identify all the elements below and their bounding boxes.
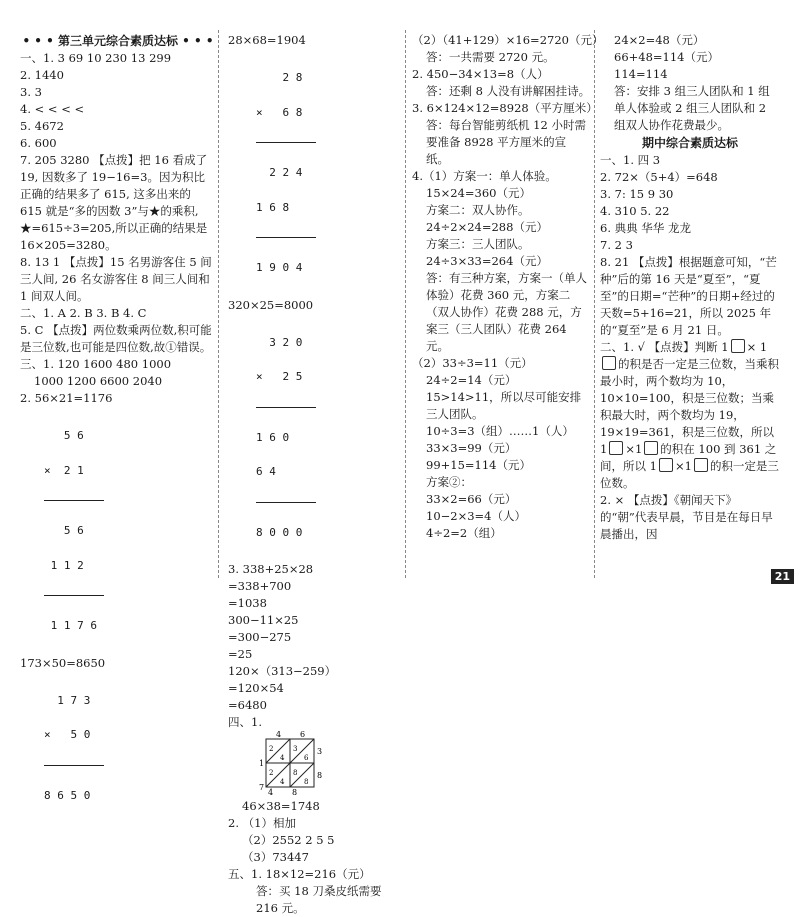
vert-row: × 5 0	[44, 728, 91, 741]
page-number: 21	[771, 569, 794, 584]
vert-row: 3 2 0	[256, 335, 303, 349]
answer-line: 6. 典典 华华 龙龙	[600, 221, 691, 235]
answer-paragraph: 答：有三种方案，方案一（单人体验）花费 360 元，方案二（双人协作）花费 288 元，方案三（三人团队）花费 264 元。	[426, 271, 587, 353]
answer-line: =300−275	[228, 630, 292, 644]
answer-line: 3. 3	[20, 85, 42, 99]
blank-box-icon	[694, 458, 708, 472]
answer-paragraph: 7. 205 3280 【点拨】把 16 看成了 19, 因数多了 19−16=3。因为积比正确的结果多了 615, 这多出来的 615 就是“多的因数 3”与★的乘积, ★=615÷3=205,所以正确的结果是 16×205=3280。	[20, 153, 208, 252]
answer-line: 216 元。	[256, 901, 305, 915]
answer-line: 300−11×25	[228, 613, 299, 627]
grid-left-digit: 7	[259, 783, 265, 792]
answer-paragraph: 答：安排 3 组三人团队和 1 组单人体验或 2 组三人团队和 2 组双人协作花费最少。	[614, 84, 770, 132]
answer-line: 173×50=8650	[20, 655, 106, 670]
answer-line: 24÷3×33=264（元）	[426, 254, 548, 268]
answer-line: 3. 338+25×28	[228, 562, 314, 576]
grid-bottom-digit: 4	[268, 788, 274, 795]
vert-rule	[256, 142, 316, 143]
answer-line: 6. 600	[20, 136, 57, 150]
answer-paragraph	[600, 339, 780, 492]
blank-box-icon	[659, 458, 673, 472]
answer-line: 答：还剩 8 人没有讲解困挂诗。	[426, 84, 591, 98]
vert-rule	[44, 595, 104, 596]
vert-row: 2 2 4	[256, 166, 303, 179]
grid-cell-digit: 4	[280, 754, 285, 762]
answer-line: 4÷2=2（组）	[426, 526, 502, 540]
vert-row: 6 4	[256, 465, 276, 478]
vert-row: 1 6 8	[256, 200, 290, 214]
answer-line: 120×（313−259）	[228, 664, 337, 678]
blank-box-icon	[644, 441, 658, 455]
answer-paragraph: 15>14>11，所以尽可能安排三人团队。	[426, 390, 582, 421]
blank-box-icon	[609, 441, 623, 455]
answer-text: ×1	[674, 459, 692, 473]
grid-cell-digit: 3	[293, 745, 298, 753]
answer-line: =25	[228, 647, 253, 661]
vert-row: 2 8	[256, 71, 303, 84]
vert-row: × 6 8	[256, 105, 303, 119]
vert-row: × 2 5	[256, 370, 303, 383]
answer-line: 99+15=114（元）	[426, 458, 531, 472]
vert-row: × 2 1	[44, 463, 84, 477]
answer-line: 方案②：	[426, 475, 472, 489]
answer-line: （2）2552 2 5 5	[242, 833, 335, 847]
answer-line: 10−2×3=4（人）	[426, 509, 526, 523]
grid-cell-digit: 6	[304, 754, 309, 762]
answer-line: 4.（1）方案一：单人体验。	[412, 169, 557, 183]
answer-line: 答：一共需要 2720 元。	[426, 50, 555, 64]
section-title-text: 第三单元综合素质达标	[57, 34, 178, 48]
answer-column-2	[228, 32, 408, 917]
answer-line: 10÷3=3（组）……1（人）	[426, 424, 574, 438]
vert-rule	[44, 500, 104, 501]
answer-line: 46×38=1748	[242, 799, 320, 813]
answer-line: 3. 7: 15 9 30	[600, 187, 674, 201]
answer-line: 24×2=48（元）	[614, 33, 705, 47]
answer-line: （2）33÷3=11（元）	[412, 356, 533, 370]
vert-row: 8 6 5 0	[44, 788, 91, 802]
answer-line: 320×25=8000	[228, 297, 314, 312]
answer-line: 答：买 18 刀桑皮纸需要	[256, 884, 382, 898]
answer-line: 1000 1200 6600 2040	[34, 374, 163, 388]
answer-text: 的积在 100 到 361 之间，所以	[600, 442, 777, 473]
answer-paragraph: 2. × 【点拨】《朝闻天下》的“朝”代表早晨，节目是在每日早晨播出，因	[600, 493, 773, 541]
answer-paragraph: 8. 21 【点拨】根据题意可知，“芒种”后的第 16 天是“夏至”，“夏至”的日期=“芒种”的日期+经过的天数=5+16=21，所以 2025 年的“夏至”是 6 月 21 日。	[600, 255, 777, 337]
answer-text: ×1	[625, 442, 643, 456]
grid-top-digit: 4	[276, 731, 282, 739]
answer-line: 24÷2=14（元）	[426, 373, 517, 387]
blank-box-icon	[731, 339, 745, 353]
grid-top-digit: 6	[300, 731, 306, 739]
answer-line: =6480	[228, 698, 267, 712]
answer-line: 五、1. 18×12=216（元）	[228, 867, 371, 881]
blank-box-icon	[602, 356, 616, 370]
answer-line: 三、1. 120 1600 480 1000	[20, 357, 172, 371]
answer-line: 66+48=114（元）	[614, 50, 719, 64]
answer-line: =338+700	[228, 579, 292, 593]
grid-right-digit: 3	[317, 747, 323, 756]
vert-row: 1 9 0 4	[256, 261, 303, 274]
grid-cell-digit: 2	[269, 745, 274, 753]
answer-line: =120×54	[228, 681, 284, 695]
vert-row: 8 0 0 0	[256, 525, 303, 539]
answer-paragraph: 5. C 【点拨】两位数乘两位数,积可能是三位数,也可能是四位数,故①错误。	[20, 323, 212, 354]
vert-row: 5 6	[44, 524, 84, 537]
vert-rule	[256, 407, 316, 408]
grid-cell-digit: 8	[304, 778, 309, 786]
answer-column-4	[600, 32, 780, 543]
vert-rule	[44, 765, 104, 766]
answer-line: 2. 450−34×13=8（人）	[412, 67, 549, 81]
grid-bottom-digit: 8	[292, 788, 298, 795]
answer-line: 4. < < < <	[20, 102, 85, 116]
vert-row: 1 6 0	[256, 430, 290, 444]
grid-left-digit: 1	[259, 759, 265, 768]
answer-line: 一、1. 四 3	[600, 153, 661, 167]
answer-line: 4. 310 5. 22	[600, 204, 670, 218]
vertical-multiplication	[228, 49, 408, 297]
answer-paragraph: 8. 13 1 【点拨】15 名男游客住 5 间三人间, 26 名女游客住 8 间三人间和 1 间双人间。	[20, 255, 212, 303]
grid-cell-digit: 2	[269, 769, 274, 777]
answer-text: 的积是否一定是三位数，当乘积最小时，两个数均为 10，10×10=100，积是三位数；当乘积最大时，两个数均为 19，19×19=361，积是三位数，所以	[600, 357, 779, 439]
vert-rule	[256, 502, 316, 503]
grid-cell-digit: 8	[293, 769, 298, 777]
answer-line: 33×3=99（元）	[426, 441, 517, 455]
answer-text: 的积一定是三位数。	[600, 459, 779, 490]
answer-column-1	[20, 32, 216, 824]
answer-text: 1	[600, 442, 608, 456]
answer-line: 2. （1）相加	[228, 816, 296, 830]
answer-column-3	[412, 32, 604, 542]
vertical-multiplication	[228, 314, 408, 562]
answer-text: ×	[746, 340, 757, 354]
answer-text: 1	[759, 340, 768, 354]
answer-line: 7. 2 3	[600, 238, 633, 252]
answer-line: =1038	[228, 596, 267, 610]
vert-row: 1 1 2	[44, 558, 84, 572]
answer-line: 33×2=66（元）	[426, 492, 517, 506]
column-divider	[218, 30, 219, 578]
answer-line: 二、1. A 2. B 3. B 4. C	[20, 306, 147, 320]
answer-line: 28×68=1904	[228, 33, 306, 47]
answer-text: 二、1. √ 【点拨】判断 1	[600, 340, 729, 354]
answer-line: 方案二：双人协作。	[426, 203, 530, 217]
answer-line: 24÷2×24=288（元）	[426, 220, 548, 234]
vert-row: 1 7 3	[44, 693, 91, 707]
answer-line: （3）73447	[242, 850, 309, 864]
section-title: 期中综合素质达标	[641, 136, 738, 150]
vert-row: 1 1 7 6	[44, 619, 97, 632]
vertical-multiplication	[20, 672, 216, 825]
vertical-multiplication	[20, 407, 216, 655]
answer-line: 114=114	[614, 67, 668, 81]
answer-line: 2. 56×21=1176	[20, 391, 113, 405]
grid-right-digit: 8	[317, 771, 323, 780]
answer-line: 15×24=360（元）	[426, 186, 531, 200]
answer-line: 方案三：三人团队。	[426, 237, 530, 251]
vert-rule	[256, 237, 316, 238]
answer-line: 一、1. 3 69 10 230 13 299	[20, 51, 172, 65]
grid-cell-digit: 4	[280, 778, 285, 786]
section-title: • • • 第三单元综合素质达标 • • •	[22, 34, 214, 48]
lattice-multiplication-grid	[256, 731, 326, 795]
answer-line: 2. 1440	[20, 68, 64, 82]
answer-text: 1	[649, 459, 657, 473]
answer-line: 5. 4672	[20, 119, 64, 133]
answer-line: （2）（41+129）×16=2720（元）	[412, 33, 604, 47]
answer-line: 2. 72×（5+4）=648	[600, 170, 718, 184]
answer-line: 3. 6×124×12=8928（平方厘米）	[412, 101, 598, 115]
answer-line: 四、1.	[228, 715, 262, 729]
vert-row: 5 6	[44, 429, 84, 442]
answer-paragraph: 答：每台智能剪纸机 12 小时需要准备 8928 平方厘米的宣纸。	[426, 118, 586, 166]
